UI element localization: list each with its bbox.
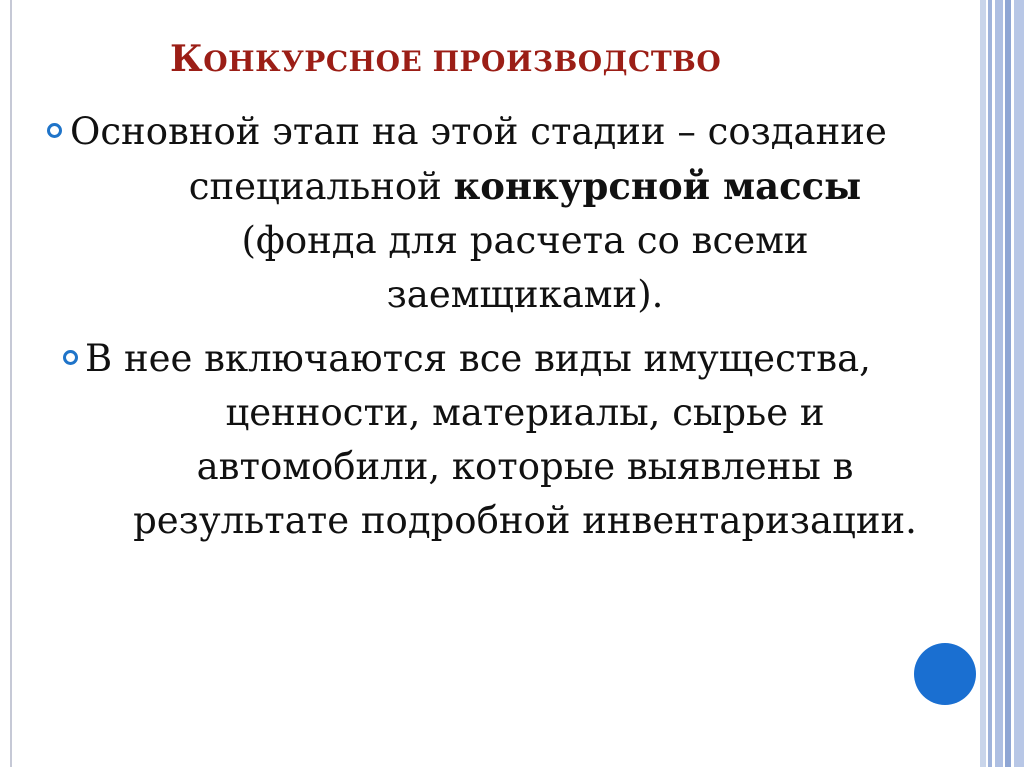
bullet1-line1: Основной этап на этой стадии – создание [70,110,887,153]
title-rest: ОНКУРСНОЕ ПРОИЗВОДСТВО [203,45,722,78]
bullet2-line2: ценности, материалы, сырье и [225,391,825,434]
bullet2-line3: автомобили, которые выявлены в [196,445,854,488]
circle-decoration-icon [914,643,976,705]
ring-bullet-icon [63,350,78,365]
bullet1-line4: заемщиками). [386,273,664,316]
title-first-letter: К [170,38,204,80]
bullet-paragraph-2 [85,332,965,548]
bullet1-bold-term: конкурсной массы [453,164,862,208]
bullet-paragraph-1 [70,105,980,322]
ring-bullet-icon [47,123,62,138]
bullet1-line2 [70,159,980,214]
slide-title [170,38,721,80]
bullet1-line2-text: специальной [188,165,454,208]
decorative-stripes [980,0,1024,767]
bullet2-line4: результате подробной инвентаризации. [133,499,917,542]
bullet2-line1: В нее включаются все виды имущества, [85,337,871,380]
bullet1-line3: (фонда для расчета со всеми [241,219,809,262]
